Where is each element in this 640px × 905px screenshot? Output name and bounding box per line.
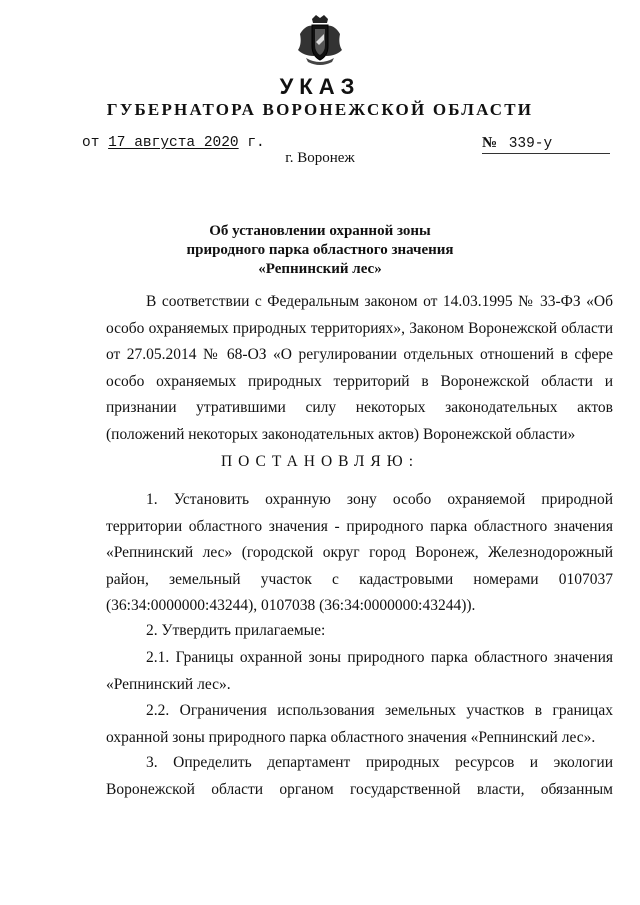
item-3-text: 3. Определить департамент природных ресурсов и экологии Воронежской области органом государственной власти, обязанным (106, 754, 613, 798)
item-2-paragraph (106, 618, 613, 645)
item-2-1-text: 2.1. Границы охранной зоны природного парка областного значения «Репнинский лес». (106, 649, 613, 693)
date-suffix: г. (247, 135, 265, 151)
issue-city: г. Воронеж (285, 150, 355, 166)
item-2-2-text: 2.2. Ограничения использования земельных участков в границах охранной зоны природного парка областного значения «Репнинский лес». (106, 702, 613, 746)
issuer-title: ГУБЕРНАТОРА ВОРОНЕЖСКОЙ ОБЛАСТИ (106, 100, 534, 119)
item-3-paragraph (106, 750, 613, 830)
preamble-text: В соответствии с Федеральным законом от 14.03.1995 № 33-ФЗ «Об особо охраняемых природных территориях», Законом Воронежской области от 27.05.2014 № 68-ОЗ «О регулировании отдельных отношений в сфере особо охраняемых природных территорий в Воронежской области и признании утратившими силу некоторых законодательных актов (положений некоторых законодательных актов) Воронежской области» (106, 293, 613, 443)
item-2-text: 2. Утвердить прилагаемые: (146, 622, 326, 639)
coat-of-arms-icon (292, 12, 348, 68)
heading-line: «Репнинский лес» (258, 261, 382, 277)
decree-date (82, 135, 265, 151)
heading-line: Об установлении охранной зоны (209, 223, 431, 239)
heading-line: природного парка областного значения (186, 242, 454, 258)
item-2-1-paragraph (106, 645, 613, 698)
resolve-heading: ПОСТАНОВЛЯЮ: (220, 453, 420, 470)
number-sign: № (482, 135, 498, 151)
preamble-paragraph (106, 289, 613, 448)
item-1-paragraph (106, 487, 613, 620)
date-prefix: от (82, 135, 100, 151)
number-value: 339-у (508, 136, 553, 152)
item-1-text: 1. Установить охранную зону особо охраняемой природной территории областного значения - природного парка областного значения «Репнинский лес» (городской округ город Воронеж, Железнодорожный район, земельный участок с кадастровыми номерами 0107037 (36:34:0000000:43244), 0107038 (36:34:0000000:43244)). (106, 491, 613, 614)
item-2-2-paragraph (106, 698, 613, 751)
decree-title: УКАЗ (279, 74, 361, 99)
date-value: 17 августа 2020 (108, 135, 239, 151)
document-heading (0, 222, 640, 279)
